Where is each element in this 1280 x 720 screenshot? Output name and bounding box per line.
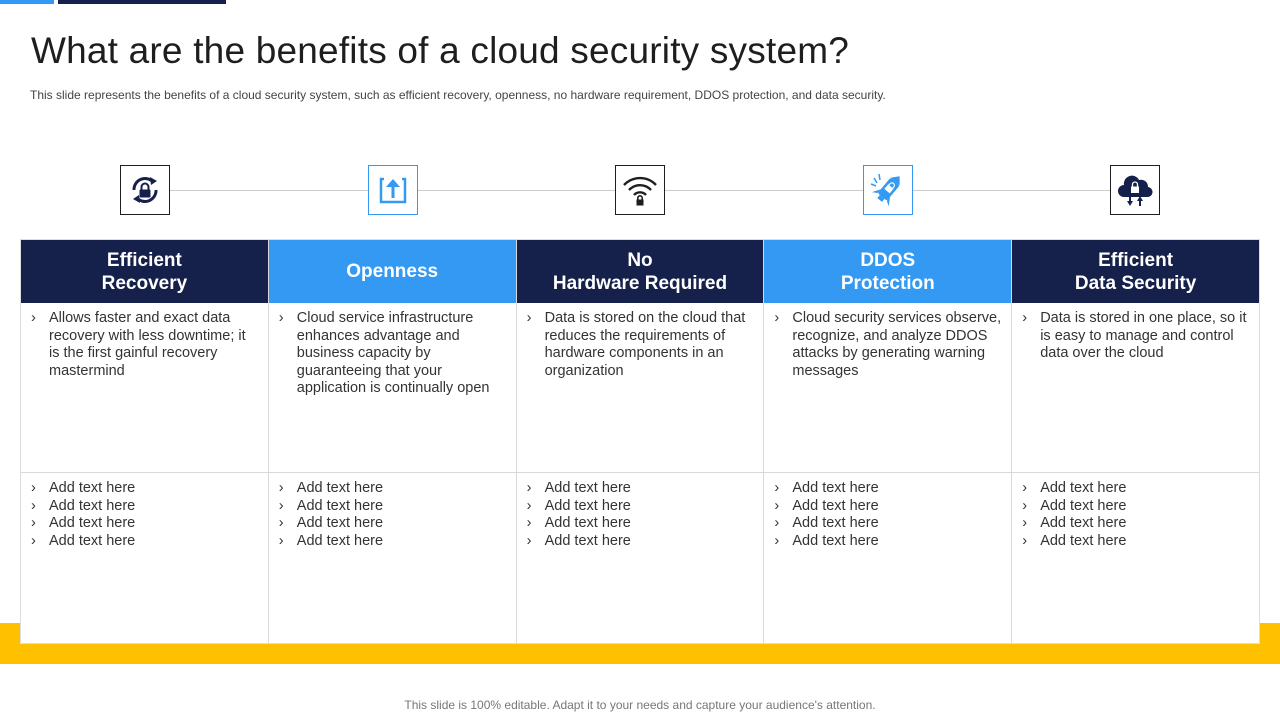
list-item — [31, 310, 260, 380]
list-item — [774, 310, 1003, 380]
list-item — [774, 515, 1003, 533]
description-cell — [21, 303, 268, 473]
slide-title: What are the benefits of a cloud security system? — [31, 30, 850, 71]
placeholder-text: Add text here — [544, 497, 631, 514]
description-text: Cloud security services observe, recognize, and analyze DDOS attacks by generating warning messages — [792, 310, 1002, 379]
chevron-right-icon: › — [526, 515, 532, 532]
placeholder-text: Add text here — [296, 497, 384, 514]
list-item — [31, 515, 260, 533]
description-cell — [1012, 303, 1259, 473]
placeholder-text: Add text here — [792, 480, 879, 496]
chevron-right-icon: › — [1022, 310, 1028, 326]
chevron-right-icon: › — [1022, 515, 1028, 532]
column-header: Openness — [269, 240, 516, 303]
list-item — [1022, 515, 1251, 533]
description-text: Allows faster and exact data recovery with less downtime; it is the first gainful recovery mastermind — [49, 310, 246, 379]
placeholder-text: Add text here — [792, 532, 879, 549]
placeholder-text: Add text here — [49, 480, 136, 496]
benefit-column-data-security — [1012, 240, 1259, 643]
chevron-right-icon: › — [526, 310, 532, 326]
benefits-table — [21, 240, 1259, 643]
chevron-right-icon: › — [278, 480, 284, 496]
placeholder-text: Add text here — [1040, 532, 1127, 549]
placeholder-list-cell — [764, 473, 1011, 643]
placeholder-text: Add text here — [296, 515, 384, 532]
list-item — [279, 533, 508, 551]
list-item — [774, 480, 1003, 498]
description-cell — [269, 303, 516, 473]
column-header: Efficient Recovery — [21, 240, 268, 303]
placeholder-text: Add text here — [49, 532, 136, 549]
list-item — [279, 498, 508, 516]
description-text: Data is stored in one place, so it is easy to manage and control data over the cloud — [1040, 310, 1247, 362]
placeholder-text: Add text here — [49, 515, 136, 532]
list-item — [31, 533, 260, 551]
ddos-missile-icon — [863, 165, 913, 215]
upload-box-icon — [368, 165, 418, 215]
list-item — [279, 310, 508, 398]
placeholder-text: Add text here — [792, 497, 879, 514]
slide-subtitle: This slide represents the benefits of a cloud security system, such as efficient recovery, openness, no hardware requirement, DDOS protection, and data security. — [30, 88, 886, 102]
placeholder-text: Add text here — [1040, 480, 1127, 496]
list-item — [31, 498, 260, 516]
list-item — [774, 533, 1003, 551]
chevron-right-icon: › — [526, 480, 532, 496]
placeholder-list-cell — [269, 473, 516, 643]
chevron-right-icon: › — [278, 310, 284, 326]
chevron-right-icon: › — [31, 497, 36, 514]
placeholder-text: Add text here — [1040, 515, 1127, 532]
placeholder-text: Add text here — [544, 532, 631, 549]
list-item — [527, 498, 756, 516]
chevron-right-icon: › — [1022, 532, 1028, 549]
list-item — [527, 480, 756, 498]
column-header: Efficient Data Security — [1012, 240, 1259, 303]
wifi-lock-icon — [615, 165, 665, 215]
placeholder-text: Add text here — [296, 480, 384, 496]
list-item — [1022, 310, 1251, 363]
column-header: DDOS Protection — [764, 240, 1011, 303]
list-item — [774, 498, 1003, 516]
cloud-lock-icon — [1110, 165, 1160, 215]
top-accent-bar-navy — [58, 0, 226, 4]
placeholder-text: Add text here — [1040, 497, 1127, 514]
list-item — [279, 515, 508, 533]
benefit-column-no-hardware — [517, 240, 765, 643]
chevron-right-icon: › — [278, 532, 284, 549]
placeholder-text: Add text here — [792, 515, 879, 532]
placeholder-text: Add text here — [544, 480, 631, 496]
placeholder-text: Add text here — [544, 515, 631, 532]
chevron-right-icon: › — [526, 532, 532, 549]
chevron-right-icon: › — [774, 310, 780, 326]
slide-footer-note: This slide is 100% editable. Adapt it to your needs and capture your audience's attention. — [404, 698, 876, 712]
benefit-column-ddos-protection — [764, 240, 1012, 643]
list-item — [1022, 480, 1251, 498]
chevron-right-icon: › — [1022, 497, 1028, 514]
chevron-right-icon: › — [774, 515, 780, 532]
chevron-right-icon: › — [774, 480, 780, 496]
chevron-right-icon: › — [31, 480, 36, 496]
list-item — [527, 515, 756, 533]
description-text: Data is stored on the cloud that reduces the requirements of hardware components in an organization — [544, 310, 746, 379]
chevron-right-icon: › — [774, 532, 780, 549]
description-text: Cloud service infrastructure enhances advantage and business capacity by guaranteeing that your application is continually open — [296, 310, 490, 397]
chevron-right-icon: › — [31, 310, 36, 326]
placeholder-text: Add text here — [296, 532, 384, 549]
placeholder-list-cell — [21, 473, 268, 643]
top-accent-bar-blue — [0, 0, 54, 4]
description-cell — [517, 303, 764, 473]
chevron-right-icon: › — [526, 497, 532, 514]
chevron-right-icon: › — [774, 497, 780, 514]
chevron-right-icon: › — [278, 497, 284, 514]
list-item — [1022, 498, 1251, 516]
list-item — [279, 480, 508, 498]
chevron-right-icon: › — [31, 532, 36, 549]
list-item — [31, 480, 260, 498]
description-cell — [764, 303, 1011, 473]
placeholder-list-cell — [517, 473, 764, 643]
list-item — [1022, 533, 1251, 551]
chevron-right-icon: › — [1022, 480, 1028, 496]
recovery-lock-icon — [120, 165, 170, 215]
placeholder-text: Add text here — [49, 497, 136, 514]
column-header: No Hardware Required — [517, 240, 764, 303]
list-item — [527, 533, 756, 551]
benefit-column-openness — [269, 240, 517, 643]
chevron-right-icon: › — [31, 515, 36, 532]
placeholder-list-cell — [1012, 473, 1259, 643]
list-item — [527, 310, 756, 380]
chevron-right-icon: › — [278, 515, 284, 532]
benefit-column-efficient-recovery — [21, 240, 269, 643]
